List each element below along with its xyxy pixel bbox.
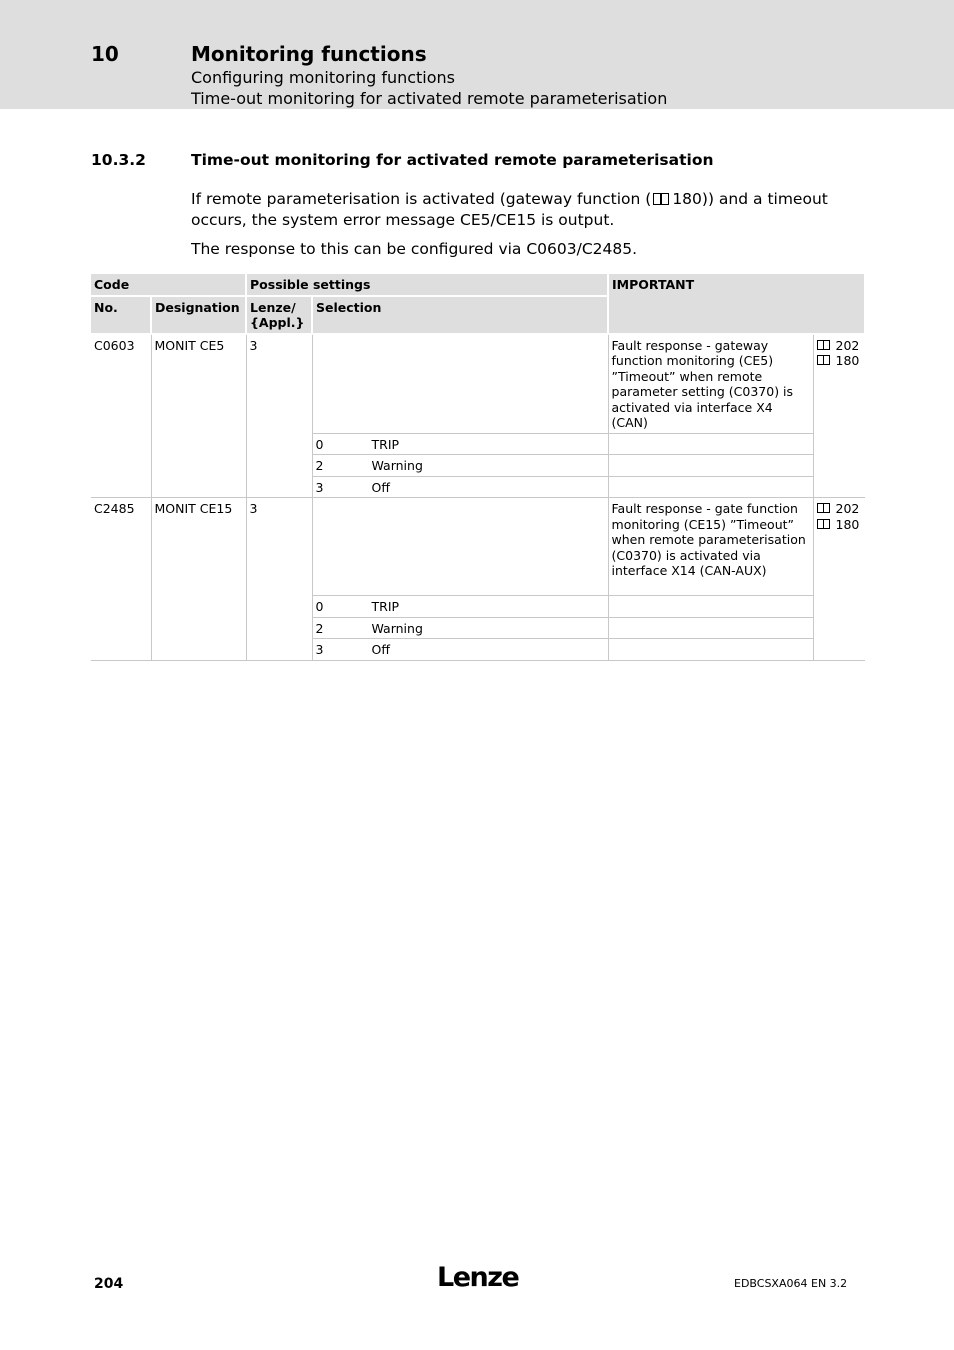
header-subtitle-1: Configuring monitoring functions bbox=[191, 68, 456, 87]
selection-option: 0 TRIP bbox=[312, 433, 608, 455]
reference-line[interactable]: 202 bbox=[817, 338, 863, 354]
code-designation: MONIT CE5 bbox=[151, 334, 246, 498]
selection-cell bbox=[312, 334, 608, 434]
book-icon bbox=[817, 519, 830, 529]
section-number: 10.3.2 bbox=[91, 151, 146, 169]
document-id: EDBCSXA064 EN 3.2 bbox=[734, 1277, 848, 1290]
lenze-default: 3 bbox=[246, 498, 312, 661]
config-paragraph: The response to this can be configured via C0603/C2485. bbox=[191, 240, 638, 258]
book-icon bbox=[653, 193, 669, 205]
important-note: Fault response - gate function monitoring (CE15) ”Timeout” when remote parameterisation (C0370) is activated via interface X14 (CAN-AUX) bbox=[608, 498, 813, 596]
header-code: Code bbox=[91, 274, 246, 296]
code-number: C2485 bbox=[91, 498, 151, 661]
reference-line[interactable]: 202 bbox=[817, 501, 863, 517]
header-possible-settings: Possible settings bbox=[246, 274, 608, 296]
code-number: C0603 bbox=[91, 334, 151, 498]
selection-option: 3 Off bbox=[312, 476, 608, 498]
page-number: 204 bbox=[94, 1276, 124, 1292]
selection-cell bbox=[312, 498, 608, 596]
parameter-table bbox=[91, 274, 866, 661]
section-title: Time-out monitoring for activated remote parameterisation bbox=[191, 151, 714, 169]
header-important: IMPORTANT bbox=[608, 274, 865, 334]
code-designation: MONIT CE15 bbox=[151, 498, 246, 661]
chapter-title: Monitoring functions bbox=[191, 42, 427, 66]
book-icon bbox=[817, 355, 830, 365]
selection-option: 2 Warning bbox=[312, 455, 608, 477]
reference-line[interactable]: 180 bbox=[817, 353, 863, 369]
lenze-default: 3 bbox=[246, 334, 312, 498]
book-icon bbox=[817, 503, 830, 513]
header-no: No. bbox=[91, 296, 151, 334]
intro-paragraph bbox=[191, 189, 871, 231]
book-icon bbox=[817, 340, 830, 350]
selection-option: 0 TRIP bbox=[312, 596, 608, 618]
selection-option: 3 Off bbox=[312, 639, 608, 661]
important-note: Fault response - gateway function monitoring (CE5) ”Timeout” when remote parameter setting (C0370) is activated via interface X4 (CAN) bbox=[608, 334, 813, 434]
selection-option: 2 Warning bbox=[312, 617, 608, 639]
chapter-number: 10 bbox=[91, 42, 119, 66]
page-references bbox=[813, 334, 865, 498]
lenze-logo: Lenze bbox=[437, 1262, 519, 1293]
reference-line[interactable]: 180 bbox=[817, 517, 863, 533]
intro-text-b: )) and a timeout occurs, the system error message CE5/CE15 is output. bbox=[191, 190, 828, 229]
header-lenze-appl: Lenze/ {Appl.} bbox=[246, 296, 312, 334]
intro-text-a: If remote parameterisation is activated (gateway function ( bbox=[191, 190, 652, 208]
header-selection: Selection bbox=[312, 296, 608, 334]
intro-page-ref[interactable]: 180 bbox=[672, 190, 702, 208]
page-references bbox=[813, 498, 865, 661]
header-subtitle-2: Time-out monitoring for activated remote parameterisation bbox=[191, 89, 668, 108]
header-designation: Designation bbox=[151, 296, 246, 334]
